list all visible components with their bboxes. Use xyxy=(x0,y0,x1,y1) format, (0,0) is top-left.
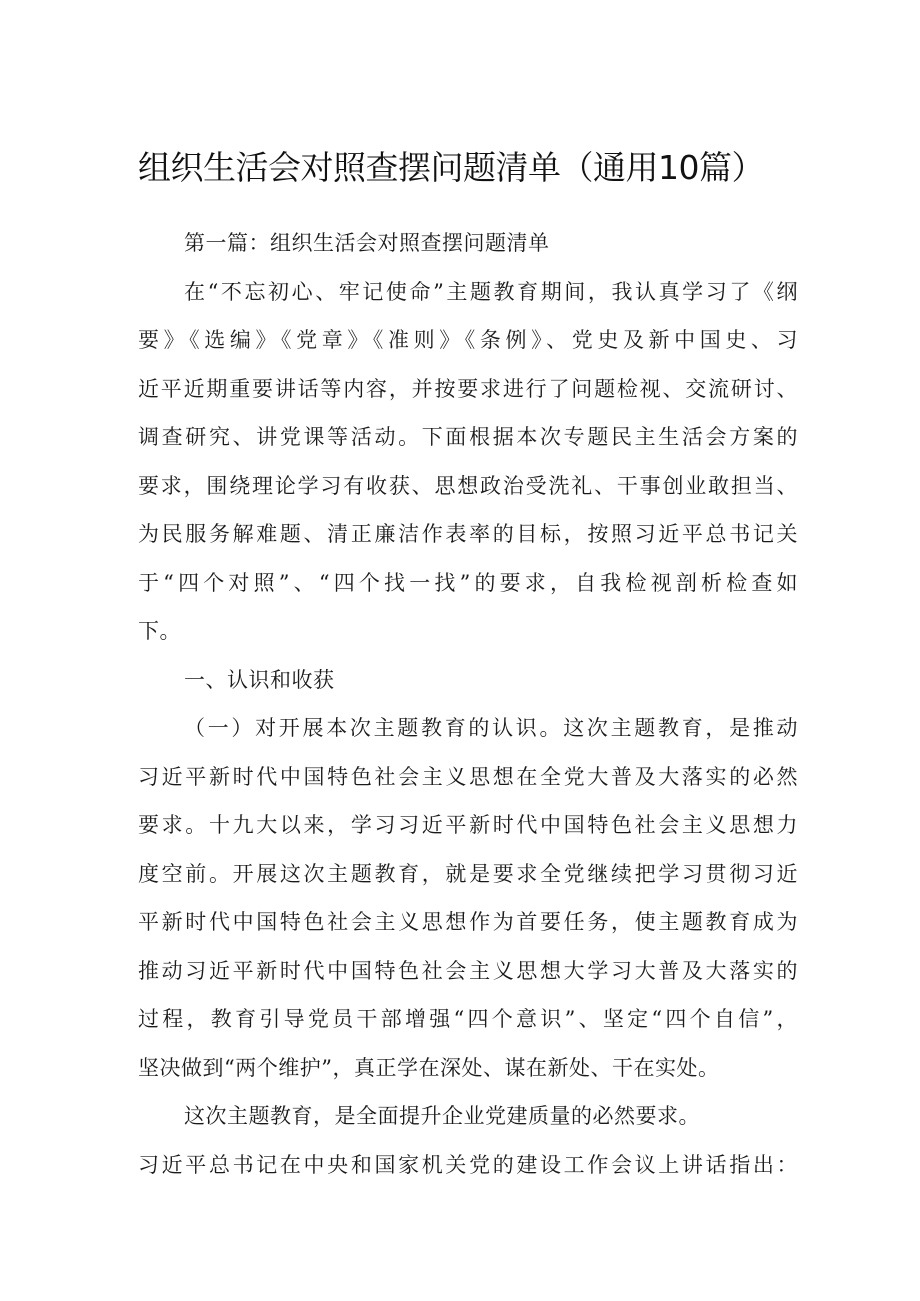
paragraph-line: 近平近期重要讲话等内容，并按要求进行了问题检视、交流研讨、 xyxy=(138,376,798,401)
paragraph-line: 度空前。开展这次主题教育，就是要求全党继续把学习贯彻习近 xyxy=(138,861,798,886)
paragraph-line: 于“四个对照”、“四个找一找”的要求，自我检视剖析检查如 xyxy=(138,570,798,595)
paragraph-line: 这次主题教育，是全面提升企业党建质量的必然要求。 xyxy=(184,1104,700,1128)
paragraph-line: （一）对开展本次主题教育的认识。这次主题教育，是推动 xyxy=(184,716,798,740)
document-body xyxy=(138,232,798,1202)
paragraph-line: 要》《选编》《党章》《准则》《条例》、党史及新中国史、习 xyxy=(138,328,798,352)
paragraph-line: 为民服务解难题、清正廉洁作表率的目标，按照习近平总书记关 xyxy=(138,522,798,546)
paragraph-line: 平新时代中国特色社会主义思想作为首要任务，使主题教育成为 xyxy=(138,910,798,934)
paragraph-line: 推动习近平新时代中国特色社会主义思想大学习大普及大落实的 xyxy=(138,958,798,983)
paragraph-line: 要求。十九大以来，学习习近平新时代中国特色社会主义思想力 xyxy=(138,813,798,837)
section-heading: 一、认识和收获 xyxy=(184,667,335,692)
paragraph-line: 下。 xyxy=(138,619,181,643)
paragraph-line: 习近平总书记在中央和国家机关党的建设工作会议上讲话指出： xyxy=(138,1152,798,1177)
section-heading: 第一篇：组织生活会对照查摆问题清单 xyxy=(184,231,550,255)
paragraph-line: 调查研究、讲党课等活动。下面根据本次专题民主生活会方案的 xyxy=(138,425,798,449)
paragraph-line: 坚决做到“两个维护”，真正学在深处、谋在新处、干在实处。 xyxy=(138,1055,720,1080)
paragraph-line: 要求，围绕理论学习有收获、思想政治受洗礼、干事创业敢担当、 xyxy=(138,473,798,498)
paragraph-line: 习近平新时代中国特色社会主义思想在全党大普及大落实的必然 xyxy=(138,764,798,789)
paragraph-line: 在“不忘初心、牢记使命”主题教育期间，我认真学习了《纲 xyxy=(184,279,798,304)
paragraph-line: 过程，教育引导党员干部增强“四个意识”、坚定“四个自信”， xyxy=(138,1007,798,1031)
document-title: 组织生活会对照查摆问题清单（通用10篇） xyxy=(138,148,764,187)
